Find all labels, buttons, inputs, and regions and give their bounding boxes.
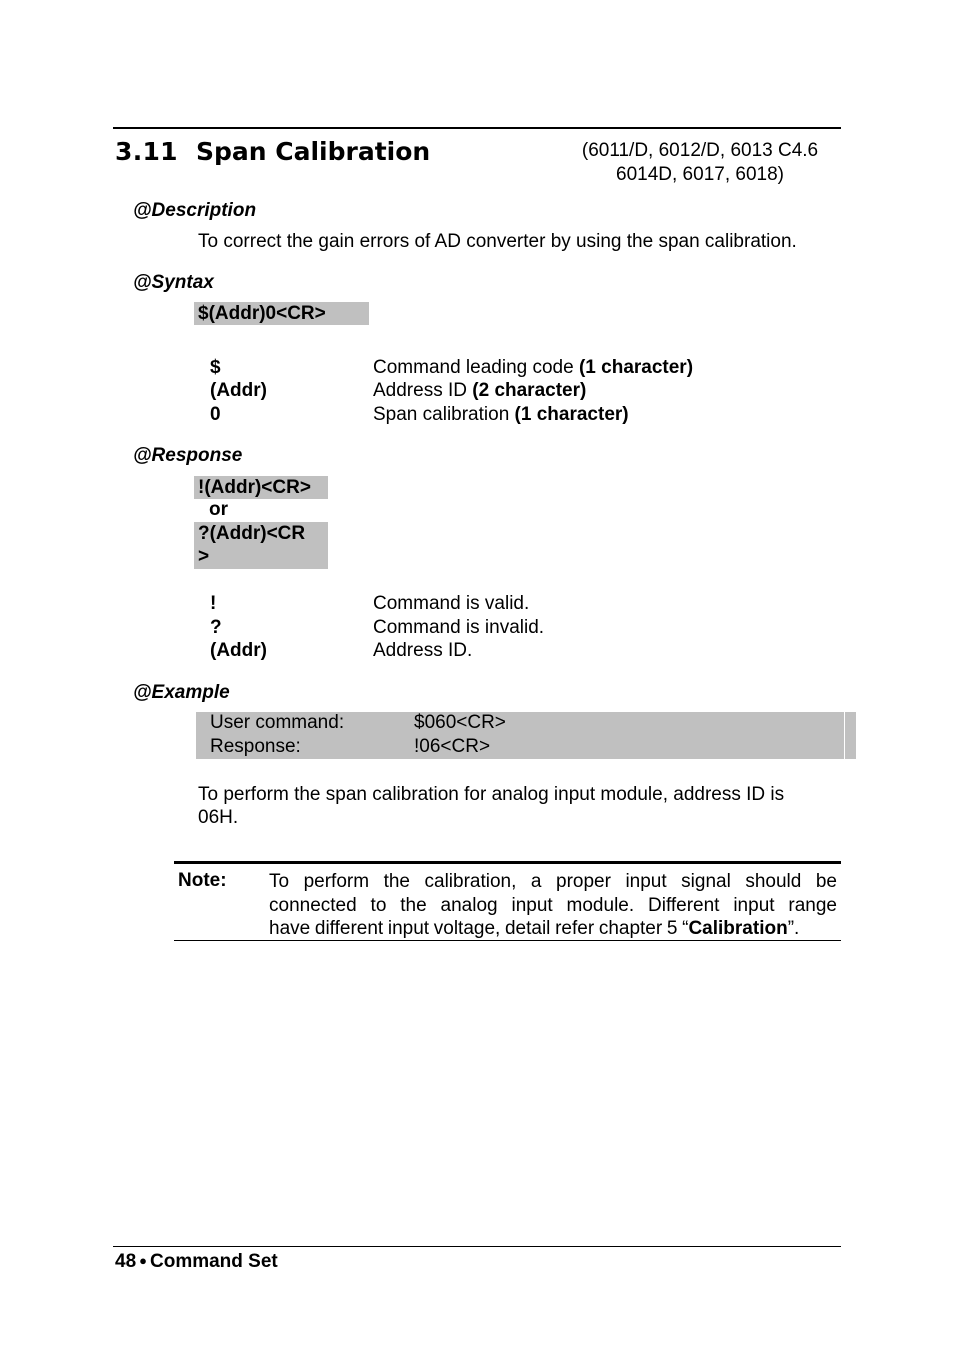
note-line-3: have different input voltage, detail refer chapter 5 “Calibration”. (269, 918, 800, 939)
example-table (196, 712, 856, 759)
description-text: To correct the gain errors of AD converter by using the span calibration. (198, 231, 797, 252)
example-text-line-2: 06H. (198, 807, 239, 828)
syntax-param-code: (Addr) (210, 380, 267, 401)
response-invalid-line-1: ?(Addr)<CR (198, 523, 306, 544)
note-label: Note: (178, 870, 227, 891)
syntax-command: $(Addr)0<CR> (198, 303, 326, 324)
models-line-2: 6014D, 6017, 6018) (616, 164, 784, 185)
note-bottom-rule (174, 940, 841, 941)
description-heading: @Description (133, 200, 257, 221)
page-number: 48 (115, 1251, 137, 1272)
syntax-param-desc: Address ID (2 character) (373, 380, 587, 401)
response-param-desc: Command is valid. (373, 593, 530, 614)
response-invalid-box (194, 522, 328, 569)
models-line-1: (6011/D, 6012/D, 6013 C4.6 (581, 140, 819, 161)
footer-title: Command Set (150, 1251, 278, 1272)
section-number: 3.11 (115, 137, 178, 166)
example-row-label: User command: (210, 712, 345, 733)
response-valid-box (194, 476, 328, 499)
footer-rule (113, 1246, 841, 1247)
response-heading: @Response (133, 445, 243, 466)
table-divider (844, 712, 845, 759)
syntax-param-code: $ (210, 357, 221, 378)
response-param-desc: Address ID. (373, 640, 473, 661)
page-footer (115, 1251, 278, 1273)
syntax-param-code: 0 (210, 404, 221, 425)
response-param-code: (Addr) (210, 640, 267, 661)
syntax-param-desc: Command leading code (1 character) (373, 357, 694, 378)
response-invalid-line-2: > (198, 546, 210, 567)
note-text (269, 870, 837, 941)
example-heading: @Example (133, 682, 230, 703)
response-param-code: ! (210, 593, 217, 614)
example-text-line-1: To perform the span calibration for analog input module, address ID is (198, 784, 785, 805)
note-line-1: To perform the calibration, a proper input signal should be (269, 871, 837, 892)
bullet-icon: ● (139, 1253, 147, 1268)
syntax-heading: @Syntax (133, 272, 214, 293)
response-param-desc: Command is invalid. (373, 617, 545, 638)
syntax-command-box (194, 302, 369, 325)
example-row-value: $060<CR> (414, 712, 506, 733)
example-text (198, 783, 838, 829)
response-param-code: ? (210, 617, 222, 638)
response-valid: !(Addr)<CR> (198, 477, 311, 498)
applicable-models (560, 139, 840, 187)
response-or: or (209, 499, 228, 520)
note-line-2: connected to the analog input module. Different input range (269, 894, 837, 916)
example-row-value: !06<CR> (414, 736, 491, 757)
section-top-rule (113, 127, 841, 129)
syntax-param-desc: Span calibration (1 character) (373, 404, 629, 425)
example-row-label: Response: (210, 736, 301, 757)
section-title: Span Calibration (196, 137, 431, 166)
note-top-rule (174, 861, 841, 864)
